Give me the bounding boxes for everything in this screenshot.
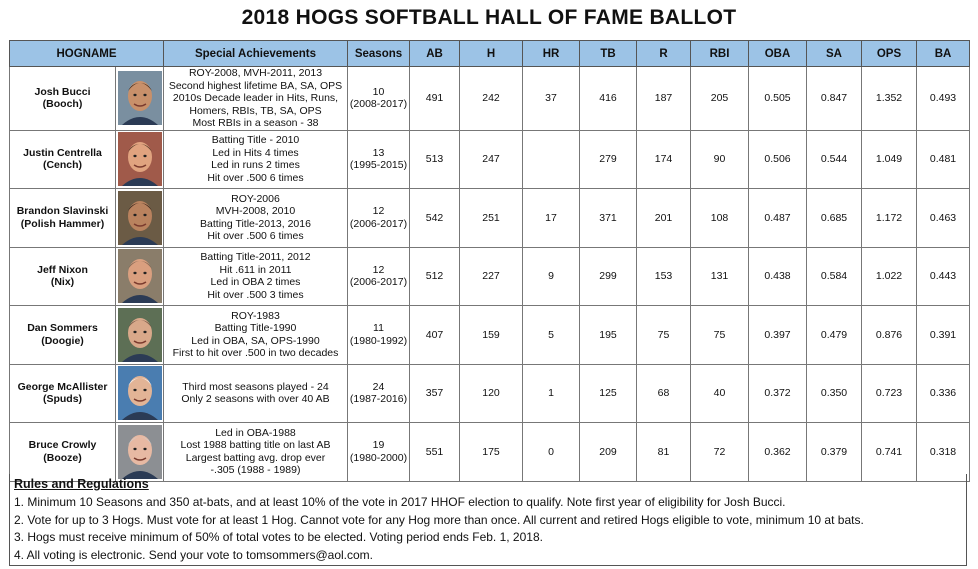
stat-ba-cell: 0.336 <box>917 364 970 423</box>
player-photo-cell <box>116 306 164 365</box>
player-photo-cell <box>116 247 164 306</box>
header-ba: BA <box>917 41 970 67</box>
header-oba: OBA <box>749 41 807 67</box>
stat-ba-cell: 0.463 <box>917 189 970 248</box>
player-photo-cell <box>116 423 164 482</box>
achievement-line: Led in OBA-1988 <box>215 426 296 439</box>
achievement-line: ROY-2008, MVH-2011, 2013 <box>188 67 323 79</box>
stat-r-cell: 174 <box>637 130 691 189</box>
stat-hr-cell: 17 <box>523 189 580 248</box>
seasons-cell <box>348 364 410 423</box>
stat-ab-cell: 542 <box>410 189 460 248</box>
header-seasons: Seasons <box>348 41 410 67</box>
stat-ba-cell: 0.443 <box>917 247 970 306</box>
ballot-table <box>9 40 970 482</box>
player-row <box>10 306 970 365</box>
stat-rbi-cell: 72 <box>691 423 749 482</box>
player-photo-cell <box>116 130 164 189</box>
player-name-cell <box>10 67 116 131</box>
stat-h-cell: 242 <box>460 67 523 131</box>
player-name-cell <box>10 247 116 306</box>
stat-h-cell: 247 <box>460 130 523 189</box>
seasons-cell <box>348 306 410 365</box>
stat-r-cell: 75 <box>637 306 691 365</box>
player-name: George McAllister <box>17 380 108 393</box>
stat-h-cell: 227 <box>460 247 523 306</box>
player-row <box>10 423 970 482</box>
stat-ops-cell: 1.049 <box>862 130 917 189</box>
stat-h-cell: 175 <box>460 423 523 482</box>
header-ab: AB <box>410 41 460 67</box>
stat-oba-cell: 0.506 <box>749 130 807 189</box>
seasons-count: 12 <box>372 263 385 276</box>
stat-tb-cell: 279 <box>580 130 637 189</box>
player-photo <box>118 249 162 303</box>
player-nickname: (Doogie) <box>41 334 84 347</box>
stat-ba-cell: 0.493 <box>917 67 970 131</box>
stat-ab-cell: 512 <box>410 247 460 306</box>
header-h: H <box>460 41 523 67</box>
stat-rbi-cell: 205 <box>691 67 749 131</box>
seasons-count: 10 <box>372 85 385 98</box>
stat-ops-cell: 1.172 <box>862 189 917 248</box>
stat-hr-cell: 5 <box>523 306 580 365</box>
player-photo <box>118 425 162 479</box>
achievement-line: ROY-2006 <box>231 192 280 205</box>
achievements-cell <box>164 364 348 423</box>
achievement-line: Batting Title - 2010 <box>211 134 300 147</box>
seasons-cell <box>348 423 410 482</box>
stat-ops-cell: 1.022 <box>862 247 917 306</box>
achievements-cell <box>164 306 348 365</box>
stat-tb-cell: 371 <box>580 189 637 248</box>
header-achievements: Special Achievements <box>164 41 348 67</box>
stat-tb-cell: 299 <box>580 247 637 306</box>
stat-h-cell: 251 <box>460 189 523 248</box>
achievement-line: Homers, RBIs, TB, SA, OPS <box>189 104 322 117</box>
stat-ops-cell: 0.723 <box>862 364 917 423</box>
player-photo <box>118 132 162 186</box>
achievement-line: MVH-2008, 2010 <box>215 205 296 218</box>
seasons-count: 13 <box>372 146 385 159</box>
stat-ba-cell: 0.481 <box>917 130 970 189</box>
seasons-years: (2008-2017) <box>349 98 408 111</box>
page-title: 2018 HOGS SOFTBALL HALL OF FAME BALLOT <box>241 6 737 29</box>
player-name-cell <box>10 189 116 248</box>
achievements-cell <box>164 247 348 306</box>
player-nickname: (Cench) <box>42 159 83 172</box>
stat-sa-cell: 0.584 <box>807 247 862 306</box>
stat-sa-cell: 0.847 <box>807 67 862 131</box>
stat-r-cell: 81 <box>637 423 691 482</box>
player-photo <box>118 366 162 420</box>
achievement-line: Batting Title-2013, 2016 <box>200 217 311 230</box>
player-nickname: (Spuds) <box>42 393 83 406</box>
stat-h-cell: 159 <box>460 306 523 365</box>
stat-sa-cell: 0.479 <box>807 306 862 365</box>
stat-oba-cell: 0.505 <box>749 67 807 131</box>
stat-ops-cell: 0.741 <box>862 423 917 482</box>
player-photo-cell <box>116 189 164 248</box>
player-row <box>10 247 970 306</box>
achievements-cell <box>164 67 348 131</box>
stat-tb-cell: 195 <box>580 306 637 365</box>
stat-ab-cell: 357 <box>410 364 460 423</box>
achievement-line: First to hit over .500 in two decades <box>172 347 339 360</box>
player-row <box>10 67 970 131</box>
stat-hr-cell: 9 <box>523 247 580 306</box>
player-row <box>10 364 970 423</box>
rule-item: 3. Hogs must receive minimum of 50% of total votes to be elected. Voting period ends Feb. 1, 2018. <box>14 530 543 545</box>
stat-ab-cell: 407 <box>410 306 460 365</box>
stat-ba-cell: 0.391 <box>917 306 970 365</box>
stat-r-cell: 153 <box>637 247 691 306</box>
stat-oba-cell: 0.362 <box>749 423 807 482</box>
stat-h-cell: 120 <box>460 364 523 423</box>
rule-item: 4. All voting is electronic. Send your vote to tomsommers@aol.com. <box>14 548 373 563</box>
player-row <box>10 130 970 189</box>
stat-hr-cell <box>523 130 580 189</box>
player-photo-cell <box>116 67 164 131</box>
achievement-line: 2010s Decade leader in Hits, Runs, <box>172 92 339 104</box>
achievement-line: Batting Title-2011, 2012 <box>200 251 311 264</box>
stat-tb-cell: 416 <box>580 67 637 131</box>
header-hr: HR <box>523 41 580 67</box>
achievement-line: Hit over .500 6 times <box>207 230 304 243</box>
stat-ops-cell: 1.352 <box>862 67 917 131</box>
stat-r-cell: 68 <box>637 364 691 423</box>
player-name: Brandon Slavinski <box>16 205 109 218</box>
stat-ab-cell: 551 <box>410 423 460 482</box>
player-nickname: (Nix) <box>50 276 75 289</box>
seasons-cell <box>348 67 410 131</box>
player-name: Justin Centrella <box>23 146 102 159</box>
seasons-cell <box>348 189 410 248</box>
achievements-cell <box>164 189 348 248</box>
seasons-cell <box>348 247 410 306</box>
rule-item: 2. Vote for up to 3 Hogs. Must vote for at least 1 Hog. Cannot vote for any Hog more than once. All current and retired Hogs eligible to vote, minimum 10 at bats. <box>14 512 864 527</box>
header-ops: OPS <box>862 41 917 67</box>
header-row <box>10 41 970 67</box>
player-nickname: (Booze) <box>43 451 82 464</box>
achievement-line: Led in OBA 2 times <box>210 276 301 289</box>
stat-rbi-cell: 40 <box>691 364 749 423</box>
rules-section <box>9 474 967 566</box>
stat-sa-cell: 0.544 <box>807 130 862 189</box>
player-nickname: (Polish Hammer) <box>20 217 105 230</box>
seasons-cell <box>348 130 410 189</box>
header-r: R <box>637 41 691 67</box>
stat-ab-cell: 491 <box>410 67 460 131</box>
seasons-count: 11 <box>373 322 384 335</box>
stat-rbi-cell: 108 <box>691 189 749 248</box>
achievement-line: Most RBIs in a season - 38 <box>192 117 319 129</box>
stat-hr-cell: 1 <box>523 364 580 423</box>
stat-rbi-cell: 131 <box>691 247 749 306</box>
achievement-line: Second highest lifetime BA, SA, OPS <box>168 79 343 92</box>
stat-tb-cell: 209 <box>580 423 637 482</box>
achievement-line: Led in OBA, SA, OPS-1990 <box>191 334 320 347</box>
stat-ba-cell: 0.318 <box>917 423 970 482</box>
seasons-count: 12 <box>372 205 385 218</box>
seasons-years: (1987-2016) <box>349 393 408 406</box>
achievement-line: Hit .611 in 2011 <box>219 263 292 276</box>
player-nickname: (Booch) <box>42 98 83 111</box>
stat-rbi-cell: 75 <box>691 306 749 365</box>
stat-r-cell: 201 <box>637 189 691 248</box>
player-name-cell <box>10 364 116 423</box>
player-photo <box>118 191 162 245</box>
achievement-line: Largest batting avg. drop ever <box>185 451 326 464</box>
stat-oba-cell: 0.438 <box>749 247 807 306</box>
player-name-cell <box>10 306 116 365</box>
seasons-years: (1980-1992) <box>349 334 408 347</box>
achievement-line: Only 2 seasons with over 40 AB <box>181 393 330 406</box>
seasons-count: 24 <box>372 380 385 393</box>
player-name: Dan Sommers <box>27 322 98 335</box>
stat-hr-cell: 37 <box>523 67 580 131</box>
rules-heading: Rules and Regulations <box>14 477 149 491</box>
player-photo-cell <box>116 364 164 423</box>
stat-hr-cell: 0 <box>523 423 580 482</box>
achievement-line: Batting Title-1990 <box>214 322 297 335</box>
achievement-line: Hit over .500 6 times <box>207 171 304 184</box>
stat-oba-cell: 0.372 <box>749 364 807 423</box>
player-photo <box>118 308 162 362</box>
seasons-years: (1980-2000) <box>349 451 408 464</box>
player-row <box>10 189 970 248</box>
seasons-count: 19 <box>372 439 385 452</box>
rule-item: 1. Minimum 10 Seasons and 350 at-bats, and at least 10% of the vote in 2017 HHOF election to qualify. Note first year of eligibility for Josh Bucci. <box>14 494 786 509</box>
achievements-cell <box>164 130 348 189</box>
achievement-line: Led in Hits 4 times <box>212 146 299 159</box>
player-name: Jeff Nixon <box>37 263 88 276</box>
stat-sa-cell: 0.685 <box>807 189 862 248</box>
seasons-years: (2006-2017) <box>349 217 408 230</box>
stat-tb-cell: 125 <box>580 364 637 423</box>
achievement-line: Lost 1988 batting title on last AB <box>180 439 331 452</box>
achievement-line: Third most seasons played - 24 <box>182 380 329 393</box>
player-name-cell <box>10 423 116 482</box>
stat-rbi-cell: 90 <box>691 130 749 189</box>
header-tb: TB <box>580 41 637 67</box>
stat-r-cell: 187 <box>637 67 691 131</box>
achievement-line: -.305 (1988 - 1989) <box>210 464 301 477</box>
achievement-line: ROY-1983 <box>231 309 280 322</box>
stat-sa-cell: 0.350 <box>807 364 862 423</box>
header-rbi: RBI <box>691 41 749 67</box>
stat-oba-cell: 0.487 <box>749 189 807 248</box>
achievement-line: Led in runs 2 times <box>211 159 300 172</box>
achievement-line: Hit over .500 3 times <box>207 288 304 301</box>
stat-ops-cell: 0.876 <box>862 306 917 365</box>
player-photo <box>118 71 162 125</box>
player-name: Josh Bucci <box>34 85 91 98</box>
header-sa: SA <box>807 41 862 67</box>
achievements-cell <box>164 423 348 482</box>
player-name: Bruce Crowly <box>28 439 97 452</box>
seasons-years: (2006-2017) <box>349 276 408 289</box>
seasons-years: (1995-2015) <box>349 159 408 172</box>
header-hogname: HOGNAME <box>10 41 164 67</box>
player-name-cell <box>10 130 116 189</box>
stat-ab-cell: 513 <box>410 130 460 189</box>
stat-sa-cell: 0.379 <box>807 423 862 482</box>
stat-oba-cell: 0.397 <box>749 306 807 365</box>
